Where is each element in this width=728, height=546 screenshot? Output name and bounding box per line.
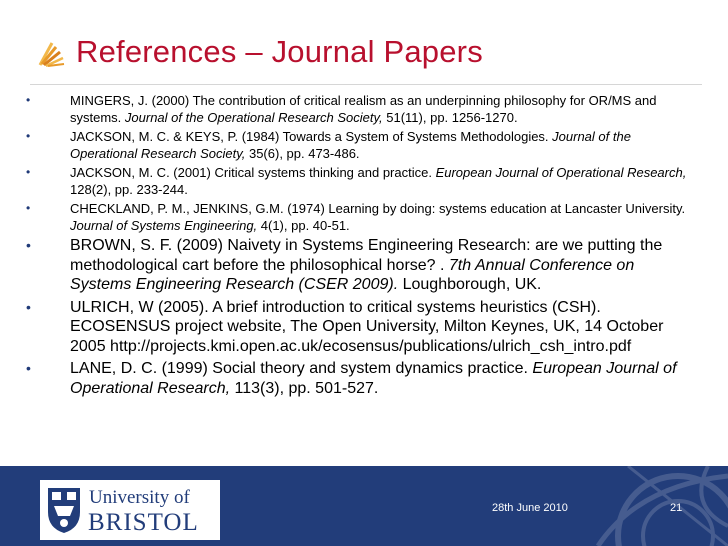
crest-icon xyxy=(46,486,82,534)
reference-text-part: MINGERS, J. (2000) The contribution of critical realism as an underpinning philosophy for OR/MS and systems. xyxy=(70,93,657,125)
bullet-icon: • xyxy=(26,360,31,376)
bullet-icon: • xyxy=(26,129,31,143)
page-number: 21 xyxy=(670,502,683,514)
reference-text xyxy=(70,236,698,295)
reference-text-part: 113(3), pp. 501-527. xyxy=(230,379,379,397)
reference-source-italic: Journal of Systems Engineering, xyxy=(70,218,258,233)
reference-source-italic: European Journal of Operational Research, xyxy=(435,165,687,180)
reference-text xyxy=(70,200,698,234)
reference-text-part: Loughborough, UK. xyxy=(398,276,542,293)
footer-date: 28th June 2010 xyxy=(492,502,568,514)
reference-source-italic: Journal of the Operational Research Society, xyxy=(70,129,631,161)
reference-item xyxy=(26,92,698,126)
bullet-icon: • xyxy=(26,237,31,253)
reference-source-italic: European Journal of Operational Research, xyxy=(70,360,677,397)
reference-text xyxy=(70,359,698,398)
bullet-icon: • xyxy=(26,201,31,215)
logo-line-university: University of xyxy=(89,487,190,508)
university-logo xyxy=(40,480,220,540)
reference-item xyxy=(26,128,698,162)
reference-text-part: BROWN, S. F. (2009) Naivety in Systems Engineering Research: are we putting the methodological cart before the philosophical horse? . xyxy=(70,237,663,274)
reference-item xyxy=(26,298,698,357)
reference-text-part: 51(11), pp. 1256-1270. xyxy=(382,110,518,125)
references-list xyxy=(26,92,698,401)
reference-text-part: 35(6), pp. 473-486. xyxy=(245,146,360,161)
title-divider xyxy=(30,84,702,85)
reference-text xyxy=(70,298,698,357)
reference-text-part: JACKSON, M. C. (2001) Critical systems thinking and practice. xyxy=(70,165,436,180)
reference-text-part: CHECKLAND, P. M., JENKINS, G.M. (1974) Learning by doing: systems education at Lancaster University. xyxy=(70,201,686,216)
reference-text-part: 4(1), pp. 40-51. xyxy=(257,218,350,233)
reference-item xyxy=(26,359,698,398)
reference-text-part: 128(2), pp. 233-244. xyxy=(70,182,188,197)
reference-text-part: LANE, D. C. (1999) Social theory and system dynamics practice. xyxy=(70,360,533,377)
reference-text-part: JACKSON, M. C. & KEYS, P. (1984) Towards a System of Systems Methodologies. xyxy=(70,129,553,144)
reference-item xyxy=(26,200,698,234)
bullet-icon: • xyxy=(26,165,31,179)
reference-item xyxy=(26,236,698,295)
feather-bullet-icon xyxy=(38,37,66,67)
title-row xyxy=(38,30,483,74)
reference-text xyxy=(70,128,698,162)
bullet-icon: • xyxy=(26,298,31,315)
reference-source-italic: Journal of the Operational Research Society, xyxy=(124,110,383,125)
reference-item xyxy=(26,164,698,198)
reference-source-italic: 7th Annual Conference on Systems Engineering Research (CSER 2009). xyxy=(70,256,635,293)
reference-text xyxy=(70,92,698,126)
bullet-icon: • xyxy=(26,93,31,107)
reference-text-part: ULRICH, W (2005). A brief introduction to critical systems heuristics (CSH). ECOSENSUS project website, The Open University, Milton Keynes, UK, 14 October 2005 http://projects.kmi.open.ac.uk/ecosensus/publications/ulrich_csh_intro.pdf xyxy=(70,298,664,355)
slide-title: References – Journal Papers xyxy=(76,34,483,69)
logo-line-bristol: BRISTOL xyxy=(88,509,199,536)
reference-text xyxy=(70,164,698,198)
